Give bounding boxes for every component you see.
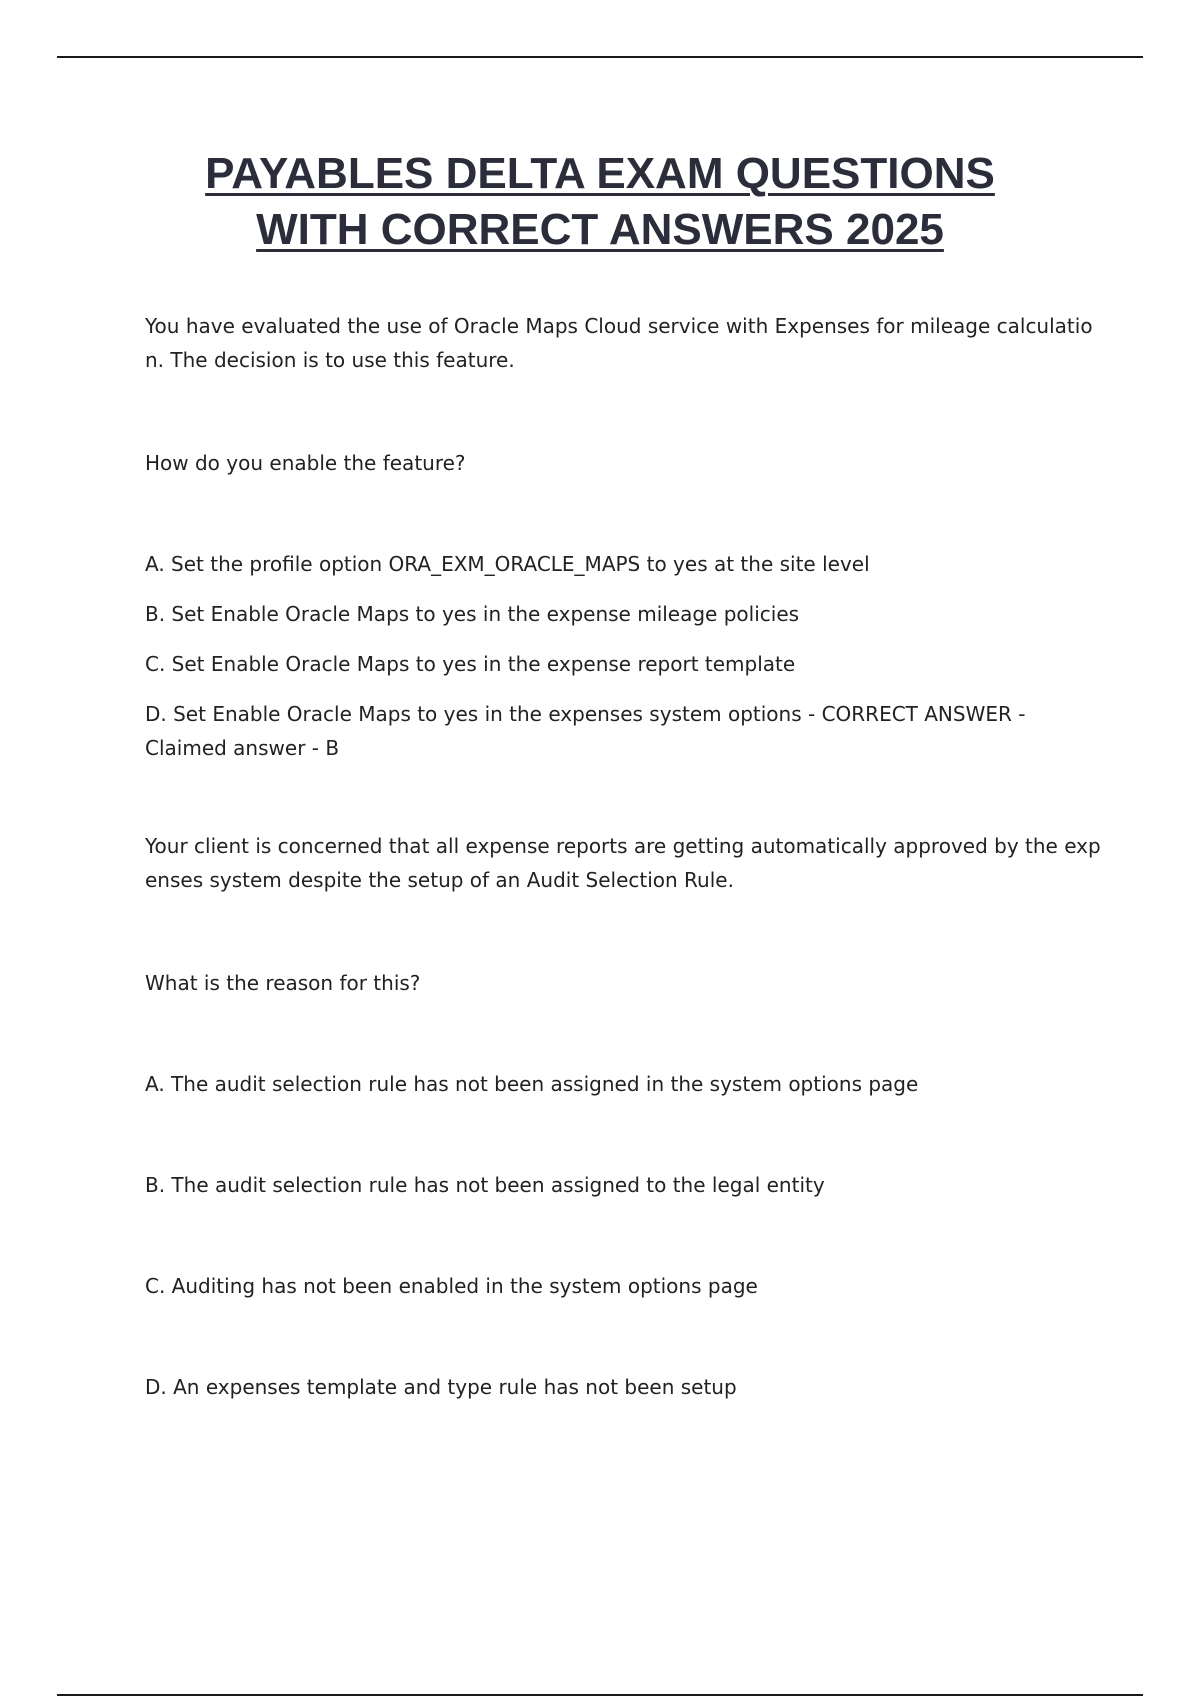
top-divider (57, 56, 1143, 58)
document-title (0, 146, 1200, 258)
question-1-option-b: B. Set Enable Oracle Maps to yes in the expense mileage policies (145, 602, 800, 626)
question-1-option-c: C. Set Enable Oracle Maps to yes in the expense report template (145, 652, 796, 676)
question-2-option-a: A. The audit selection rule has not been assigned in the system options page (145, 1072, 919, 1096)
question-2-prompt-line-1: Your client is concerned that all expense reports are getting automatically approved by the exp (145, 834, 1101, 858)
question-1-option-d-text: D. Set Enable Oracle Maps to yes in the expenses system options - CORRECT ANSWER - (145, 702, 1026, 726)
question-2-prompt (145, 829, 1101, 897)
title-line-1: PAYABLES DELTA EXAM QUESTIONS (205, 149, 995, 198)
question-1-prompt-line-2: n. The decision is to use this feature. (145, 348, 515, 372)
question-2-prompt-line-2: enses system despite the setup of an Audit Selection Rule. (145, 868, 734, 892)
question-1-option-a: A. Set the profile option ORA_EXM_ORACLE_MAPS to yes at the site level (145, 552, 870, 576)
question-1-prompt-line-1: You have evaluated the use of Oracle Maps Cloud service with Expenses for mileage calculatio (145, 314, 1093, 338)
question-1-prompt (145, 309, 1095, 377)
title-line-2: WITH CORRECT ANSWERS 2025 (256, 205, 944, 254)
question-1-claimed-answer: Claimed answer - B (145, 736, 340, 760)
question-2-option-c: C. Auditing has not been enabled in the system options page (145, 1274, 758, 1298)
bottom-divider (57, 1694, 1143, 1696)
question-2-option-d: D. An expenses template and type rule has not been setup (145, 1375, 737, 1399)
question-2-text: What is the reason for this? (145, 971, 421, 995)
question-1-option-d (145, 697, 1095, 765)
question-1-text: How do you enable the feature? (145, 451, 466, 475)
question-2-option-b: B. The audit selection rule has not been assigned to the legal entity (145, 1173, 825, 1197)
